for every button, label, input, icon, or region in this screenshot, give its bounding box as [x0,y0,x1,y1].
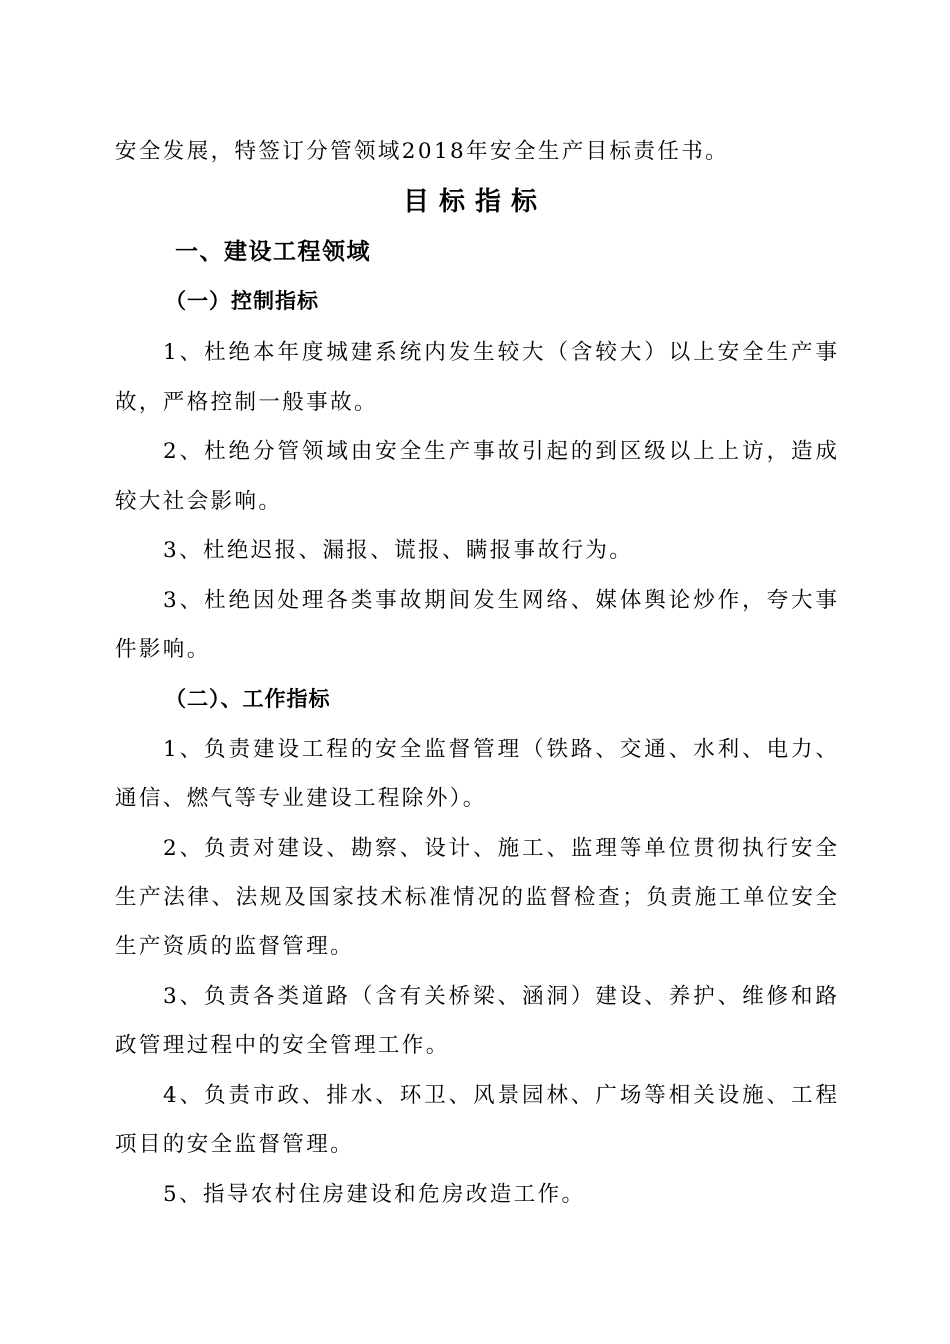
control-item-1-line-1: 1、杜绝本年度城建系统内发生较大（含较大）以上安全生产事 [163,340,837,365]
work-item-5-line-1: 5、指导农村住房建设和危房改造工作。 [163,1182,586,1207]
work-item-4-line-1: 4、负责市政、排水、环卫、风景园林、广场等相关设施、工程 [163,1083,837,1108]
work-item-4-line-2: 项目的安全监督管理。 [115,1132,355,1157]
page-title: 目标指标 [402,187,547,217]
work-item-1-line-2: 通信、燃气等专业建设工程除外）。 [115,786,487,811]
intro-line: 安全发展，特签订分管领域2018年安全生产目标责任书。 [115,139,730,164]
control-item-4-line-1: 3、杜绝因处理各类事故期间发生网络、媒体舆论炒作，夸大事 [163,588,837,613]
work-item-3-line-1: 3、负责各类道路（含有关桥梁、涵洞）建设、养护、维修和路 [163,984,837,1009]
section-heading-construction: 一、建设工程领域 [175,239,371,265]
control-item-3-line-1: 3、杜绝迟报、漏报、谎报、瞒报事故行为。 [163,538,634,563]
control-item-4-line-2: 件影响。 [115,637,211,662]
work-item-2-line-2: 生产法律、法规及国家技术标准情况的监督检查；负责施工单位安全 [115,885,837,910]
work-item-2-line-3: 生产资质的监督管理。 [115,934,355,959]
work-item-3-line-2: 政管理过程中的安全管理工作。 [115,1033,450,1058]
control-item-2-line-2: 较大社会影响。 [115,489,283,514]
subsection-heading-control: （一）控制指标 [165,289,319,313]
work-item-2-line-1: 2、负责对建设、勘察、设计、施工、监理等单位贯彻执行安全 [163,836,837,861]
work-item-1-line-1: 1、负责建设工程的安全监督管理（铁路、交通、水利、电力、 [163,737,837,762]
control-item-2-line-1: 2、杜绝分管领域由安全生产事故引起的到区级以上上访，造成 [163,439,837,464]
control-item-1-line-2: 故，严格控制一般事故。 [115,390,378,415]
subsection-heading-work: （二）、工作指标 [165,687,331,711]
